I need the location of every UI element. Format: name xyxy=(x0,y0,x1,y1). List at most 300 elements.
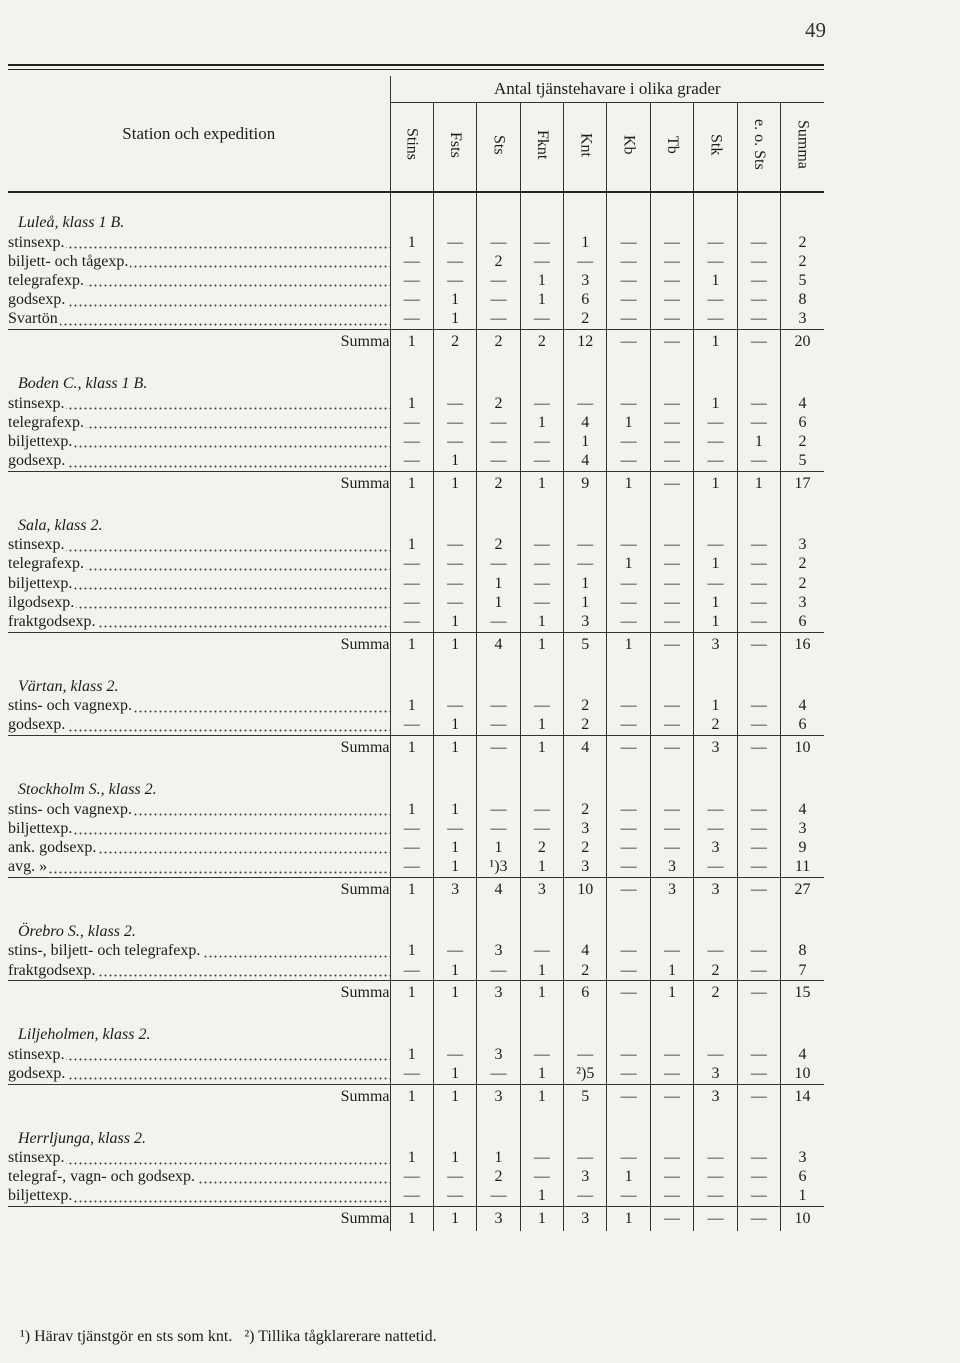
gap-cell xyxy=(390,657,433,673)
count-cell: — xyxy=(433,271,476,290)
summa-cell: — xyxy=(694,1207,737,1232)
expedition-label: ank. godsexp. xyxy=(8,838,97,856)
count-cell: 6 xyxy=(781,1168,824,1187)
summa-cell: — xyxy=(607,1084,650,1109)
count-cell: 1 xyxy=(520,1187,563,1207)
table-row xyxy=(8,452,824,472)
summa-cell: 1 xyxy=(433,736,476,761)
count-cell: 2 xyxy=(477,536,520,555)
count-cell: — xyxy=(737,555,780,574)
count-cell: 2 xyxy=(781,252,824,271)
count-cell: — xyxy=(520,432,563,451)
table-row xyxy=(8,574,824,593)
count-cell: 7 xyxy=(781,961,824,981)
count-cell: — xyxy=(650,1064,693,1084)
gap-cell xyxy=(737,1109,780,1125)
grade-header xyxy=(477,103,520,193)
count-cell: 2 xyxy=(781,574,824,593)
expedition-name xyxy=(8,452,390,472)
expedition-name xyxy=(8,593,390,612)
count-cell: 3 xyxy=(477,942,520,961)
count-cell: 5 xyxy=(781,452,824,472)
gap-cell xyxy=(781,354,824,370)
count-cell: — xyxy=(520,942,563,961)
gap-cell xyxy=(8,902,390,918)
gap-cell xyxy=(564,760,607,776)
count-cell: 1 xyxy=(477,574,520,593)
expedition-label: stinsexp. xyxy=(8,536,65,554)
count-cell: 1 xyxy=(564,233,607,252)
summa-row xyxy=(8,877,824,902)
empty-cell xyxy=(477,918,520,942)
gap-cell xyxy=(737,760,780,776)
summa-cell: 1 xyxy=(694,471,737,496)
gap-cell xyxy=(564,1109,607,1125)
group-title-row xyxy=(8,1021,824,1045)
gap-cell xyxy=(694,354,737,370)
gap-cell xyxy=(737,902,780,918)
gap-cell xyxy=(8,192,390,209)
summa-cell: 1 xyxy=(390,632,433,657)
gap-cell xyxy=(781,192,824,209)
empty-cell xyxy=(650,673,693,697)
count-cell: — xyxy=(607,574,650,593)
count-cell: — xyxy=(694,942,737,961)
expedition-name xyxy=(8,961,390,981)
count-cell: 1 xyxy=(433,1149,476,1168)
expedition-label: godsexp. xyxy=(8,716,66,734)
summa-cell: 10 xyxy=(781,736,824,761)
count-cell: — xyxy=(564,1149,607,1168)
count-cell: 2 xyxy=(781,233,824,252)
empty-cell xyxy=(607,512,650,536)
count-cell: — xyxy=(477,413,520,432)
count-cell: 2 xyxy=(781,555,824,574)
count-cell: 6 xyxy=(781,716,824,736)
summa-cell: 2 xyxy=(433,329,476,354)
count-cell: 1 xyxy=(520,271,563,290)
station-group-title: Sala, klass 2. xyxy=(8,512,390,536)
summa-cell: — xyxy=(650,1084,693,1109)
gap-cell xyxy=(650,657,693,673)
summa-cell: 27 xyxy=(781,877,824,902)
expedition-name xyxy=(8,1149,390,1168)
gap-cell xyxy=(650,354,693,370)
count-cell: 1 xyxy=(433,310,476,330)
count-cell: 8 xyxy=(781,291,824,310)
gap-cell xyxy=(520,760,563,776)
summa-cell: 1 xyxy=(737,471,780,496)
gap-cell xyxy=(564,192,607,209)
group-spacer xyxy=(8,1109,824,1125)
gap-cell xyxy=(433,902,476,918)
summa-cell: 1 xyxy=(390,329,433,354)
count-cell: 5 xyxy=(781,271,824,290)
summa-cell: — xyxy=(737,1207,780,1232)
gap-cell xyxy=(477,1109,520,1125)
expedition-label: fraktgodsexp. xyxy=(8,961,96,979)
count-cell: 1 xyxy=(520,612,563,632)
summa-cell: 10 xyxy=(564,877,607,902)
count-cell: — xyxy=(607,800,650,819)
count-cell: — xyxy=(433,555,476,574)
gap-cell xyxy=(737,657,780,673)
gap-cell xyxy=(433,657,476,673)
expedition-label: stinsexp. xyxy=(8,1149,65,1167)
count-cell: 3 xyxy=(564,858,607,878)
gap-cell xyxy=(694,902,737,918)
count-cell: — xyxy=(403,555,420,573)
count-cell: — xyxy=(520,697,563,716)
count-cell: — xyxy=(607,961,650,981)
count-cell: — xyxy=(607,233,650,252)
summa-cell: 3 xyxy=(650,877,693,902)
summa-cell: 1 xyxy=(694,329,737,354)
count-cell: — xyxy=(433,697,476,716)
count-cell: — xyxy=(403,838,420,856)
count-cell: 2 xyxy=(564,716,607,736)
gap-cell xyxy=(390,1109,433,1125)
count-cell: — xyxy=(607,536,650,555)
count-cell: 1 xyxy=(407,1045,416,1063)
expedition-label: stins- och vagnexp. xyxy=(8,800,132,818)
count-cell: — xyxy=(520,252,563,271)
count-cell: — xyxy=(737,1187,780,1207)
gap-cell xyxy=(781,1005,824,1021)
count-cell: — xyxy=(650,271,693,290)
table-row xyxy=(8,819,824,838)
expedition-label: Svartön xyxy=(8,310,58,328)
count-cell: 1 xyxy=(433,961,476,981)
empty-cell xyxy=(564,1125,607,1149)
gap-cell xyxy=(8,496,390,512)
count-cell: 1 xyxy=(607,1168,650,1187)
gap-cell xyxy=(520,192,563,209)
group-spacer xyxy=(8,902,824,918)
summa-cell: 4 xyxy=(477,632,520,657)
count-cell: — xyxy=(403,1168,420,1186)
empty-cell xyxy=(781,673,824,697)
grade-header-label: Stk xyxy=(707,133,725,156)
count-cell: 2 xyxy=(564,961,607,981)
empty-cell xyxy=(564,776,607,800)
gap-cell xyxy=(477,902,520,918)
count-cell: — xyxy=(694,1149,737,1168)
expedition-name xyxy=(8,1187,390,1207)
count-cell: — xyxy=(477,271,520,290)
count-cell: — xyxy=(403,961,420,979)
summa-row xyxy=(8,981,824,1006)
empty-cell xyxy=(650,918,693,942)
empty-cell xyxy=(477,1125,520,1149)
group-spacer xyxy=(8,496,824,512)
count-cell: — xyxy=(650,394,693,413)
empty-cell xyxy=(520,209,563,233)
count-cell: 1 xyxy=(694,593,737,612)
expedition-label: godsexp. xyxy=(8,452,66,470)
summa-cell: 1 xyxy=(433,1084,476,1109)
summa-cell: — xyxy=(607,329,650,354)
summa-cell: 5 xyxy=(564,632,607,657)
gap-cell xyxy=(781,1109,824,1125)
count-cell: — xyxy=(433,1045,476,1064)
empty-cell xyxy=(390,1021,433,1045)
summa-row xyxy=(8,1084,824,1109)
gap-cell xyxy=(694,657,737,673)
summa-cell: 1 xyxy=(520,632,563,657)
count-cell: — xyxy=(607,697,650,716)
staff-table xyxy=(8,76,824,1231)
gap-cell xyxy=(433,1109,476,1125)
count-cell: 8 xyxy=(781,942,824,961)
count-cell: — xyxy=(403,413,420,431)
table-row xyxy=(8,612,824,632)
gap-cell xyxy=(781,760,824,776)
count-cell: — xyxy=(564,536,607,555)
gap-cell xyxy=(607,902,650,918)
expedition-name xyxy=(8,432,390,451)
summa-cell: — xyxy=(650,1207,693,1232)
count-cell: — xyxy=(403,1187,420,1205)
count-cell: 1 xyxy=(564,432,607,451)
count-cell: — xyxy=(520,394,563,413)
gap-cell xyxy=(520,657,563,673)
expedition-name xyxy=(8,819,390,838)
count-cell: — xyxy=(403,252,420,270)
count-cell: 1 xyxy=(650,961,693,981)
gap-cell xyxy=(737,192,780,209)
summa-cell: 3 xyxy=(694,877,737,902)
count-cell: ¹)3 xyxy=(477,858,520,878)
grade-header-label: Summa xyxy=(794,120,812,169)
station-group-title: Boden C., klass 1 B. xyxy=(8,370,390,394)
summa-label: Summa xyxy=(8,329,390,354)
count-cell: — xyxy=(520,1045,563,1064)
count-cell: — xyxy=(737,413,780,432)
gap-cell xyxy=(607,354,650,370)
summa-cell: 1 xyxy=(433,471,476,496)
gap-cell xyxy=(520,902,563,918)
expedition-name xyxy=(8,291,390,310)
count-cell: 1 xyxy=(407,697,416,715)
summa-cell: 1 xyxy=(390,981,433,1006)
count-cell: 3 xyxy=(781,593,824,612)
empty-cell xyxy=(650,1021,693,1045)
gap-cell xyxy=(390,192,433,209)
summa-cell: 1 xyxy=(650,981,693,1006)
empty-cell xyxy=(781,1021,824,1045)
count-cell: — xyxy=(520,1168,563,1187)
count-cell: — xyxy=(737,1045,780,1064)
group-spacer xyxy=(8,354,824,370)
count-cell: — xyxy=(650,1168,693,1187)
expedition-label: stinsexp. xyxy=(8,233,65,251)
count-cell: — xyxy=(403,574,420,592)
empty-cell xyxy=(737,512,780,536)
table-row xyxy=(8,394,824,413)
summa-cell: 3 xyxy=(520,877,563,902)
summa-cell: — xyxy=(607,877,650,902)
summa-cell: 1 xyxy=(390,471,433,496)
count-cell: — xyxy=(520,536,563,555)
gap-cell xyxy=(607,1005,650,1021)
table-row xyxy=(8,593,824,612)
grade-header xyxy=(433,103,476,193)
grade-header-label: Tb xyxy=(664,135,682,154)
empty-cell xyxy=(694,918,737,942)
count-cell: — xyxy=(737,858,780,878)
summa-cell: 3 xyxy=(564,1207,607,1232)
summa-cell: 2 xyxy=(520,329,563,354)
table-row xyxy=(8,858,824,878)
count-cell: 1 xyxy=(407,1149,416,1167)
empty-cell xyxy=(694,512,737,536)
count-cell: 1 xyxy=(433,716,476,736)
count-cell: — xyxy=(433,394,476,413)
count-cell: — xyxy=(650,574,693,593)
count-cell: 3 xyxy=(564,271,607,290)
table-row xyxy=(8,413,824,432)
expedition-label: biljettexp. xyxy=(8,819,73,837)
expedition-label: biljett- och tågexp. xyxy=(8,252,129,270)
expedition-name xyxy=(8,536,390,555)
count-cell: — xyxy=(607,858,650,878)
gap-cell xyxy=(477,192,520,209)
count-cell: 1 xyxy=(433,838,476,857)
expedition-name xyxy=(8,800,390,819)
table-row xyxy=(8,432,824,451)
summa-label: Summa xyxy=(8,877,390,902)
count-cell: — xyxy=(650,452,693,472)
count-cell: 3 xyxy=(564,819,607,838)
count-cell: 3 xyxy=(781,536,824,555)
summa-cell: — xyxy=(477,736,520,761)
summa-cell: 3 xyxy=(477,981,520,1006)
count-cell: 1 xyxy=(607,413,650,432)
count-cell: — xyxy=(403,613,420,631)
summa-cell: 3 xyxy=(433,877,476,902)
count-cell: 3 xyxy=(694,1064,737,1084)
count-cell: 4 xyxy=(781,1045,824,1064)
summa-cell: 9 xyxy=(564,471,607,496)
count-cell: ²)5 xyxy=(564,1064,607,1084)
count-cell: — xyxy=(607,291,650,310)
table-row xyxy=(8,1064,824,1084)
gap-cell xyxy=(694,1109,737,1125)
count-cell: 2 xyxy=(564,838,607,857)
summa-label: Summa xyxy=(8,1207,390,1232)
expedition-label: ilgodsexp. xyxy=(8,593,75,611)
count-cell: — xyxy=(403,310,420,328)
expedition-label: stins-, biljett- och telegrafexp. xyxy=(8,942,201,960)
empty-cell xyxy=(433,1021,476,1045)
count-cell: 1 xyxy=(477,1149,520,1168)
group-title-row xyxy=(8,209,824,233)
summa-cell: 1 xyxy=(520,1207,563,1232)
count-cell: — xyxy=(607,612,650,632)
gap-cell xyxy=(8,354,390,370)
empty-cell xyxy=(433,512,476,536)
group-spacer xyxy=(8,192,824,209)
count-cell: — xyxy=(650,1187,693,1207)
count-cell: 2 xyxy=(477,252,520,271)
group-title-row xyxy=(8,512,824,536)
count-cell: 1 xyxy=(407,394,416,412)
count-cell: — xyxy=(650,593,693,612)
empty-cell xyxy=(781,370,824,394)
count-cell: — xyxy=(433,574,476,593)
gap-cell xyxy=(607,657,650,673)
expedition-name xyxy=(8,1045,390,1064)
summa-row xyxy=(8,1207,824,1232)
empty-cell xyxy=(564,1021,607,1045)
summa-cell: — xyxy=(650,471,693,496)
count-cell: — xyxy=(433,252,476,271)
summa-label: Summa xyxy=(8,1084,390,1109)
count-cell: 3 xyxy=(564,1168,607,1187)
count-cell: — xyxy=(694,233,737,252)
footnotes xyxy=(20,1328,445,1346)
table-row xyxy=(8,555,824,574)
count-cell: — xyxy=(737,536,780,555)
count-cell: — xyxy=(650,555,693,574)
count-cell: — xyxy=(737,716,780,736)
summa-cell: 4 xyxy=(477,877,520,902)
count-cell: 2 xyxy=(520,838,563,857)
count-cell: — xyxy=(403,271,420,289)
count-cell: — xyxy=(433,233,476,252)
count-cell: 1 xyxy=(694,394,737,413)
summa-cell: 3 xyxy=(694,632,737,657)
count-cell: — xyxy=(694,310,737,330)
count-cell: 3 xyxy=(477,1045,520,1064)
expedition-label: telegrafexp. xyxy=(8,271,84,289)
summa-row xyxy=(8,329,824,354)
count-cell: — xyxy=(520,574,563,593)
grades-group-header: Antal tjänstehavare i olika grader xyxy=(390,76,824,103)
gap-cell xyxy=(607,192,650,209)
count-cell: — xyxy=(694,819,737,838)
count-cell: 1 xyxy=(607,555,650,574)
expedition-name xyxy=(8,310,390,330)
expedition-label: stinsexp. xyxy=(8,394,65,412)
summa-cell: 4 xyxy=(564,736,607,761)
count-cell: — xyxy=(477,697,520,716)
empty-cell xyxy=(694,1125,737,1149)
gap-cell xyxy=(8,657,390,673)
count-cell: — xyxy=(650,536,693,555)
gap-cell xyxy=(520,1109,563,1125)
count-cell: 2 xyxy=(694,961,737,981)
count-cell: — xyxy=(650,838,693,857)
table-row xyxy=(8,252,824,271)
station-column-header: Station och expedition xyxy=(8,76,390,192)
summa-cell: — xyxy=(737,632,780,657)
empty-cell xyxy=(564,370,607,394)
expedition-label: biljettexp. xyxy=(8,574,73,592)
expedition-label: telegraf-, vagn- och godsexp. xyxy=(8,1168,196,1186)
count-cell: 1 xyxy=(520,716,563,736)
expedition-label: godsexp. xyxy=(8,1064,66,1082)
summa-cell: — xyxy=(737,736,780,761)
empty-cell xyxy=(477,512,520,536)
empty-cell xyxy=(694,1021,737,1045)
count-cell: — xyxy=(694,536,737,555)
summa-label: Summa xyxy=(8,632,390,657)
gap-cell xyxy=(390,902,433,918)
count-cell: 4 xyxy=(564,413,607,432)
summa-cell: 2 xyxy=(477,329,520,354)
